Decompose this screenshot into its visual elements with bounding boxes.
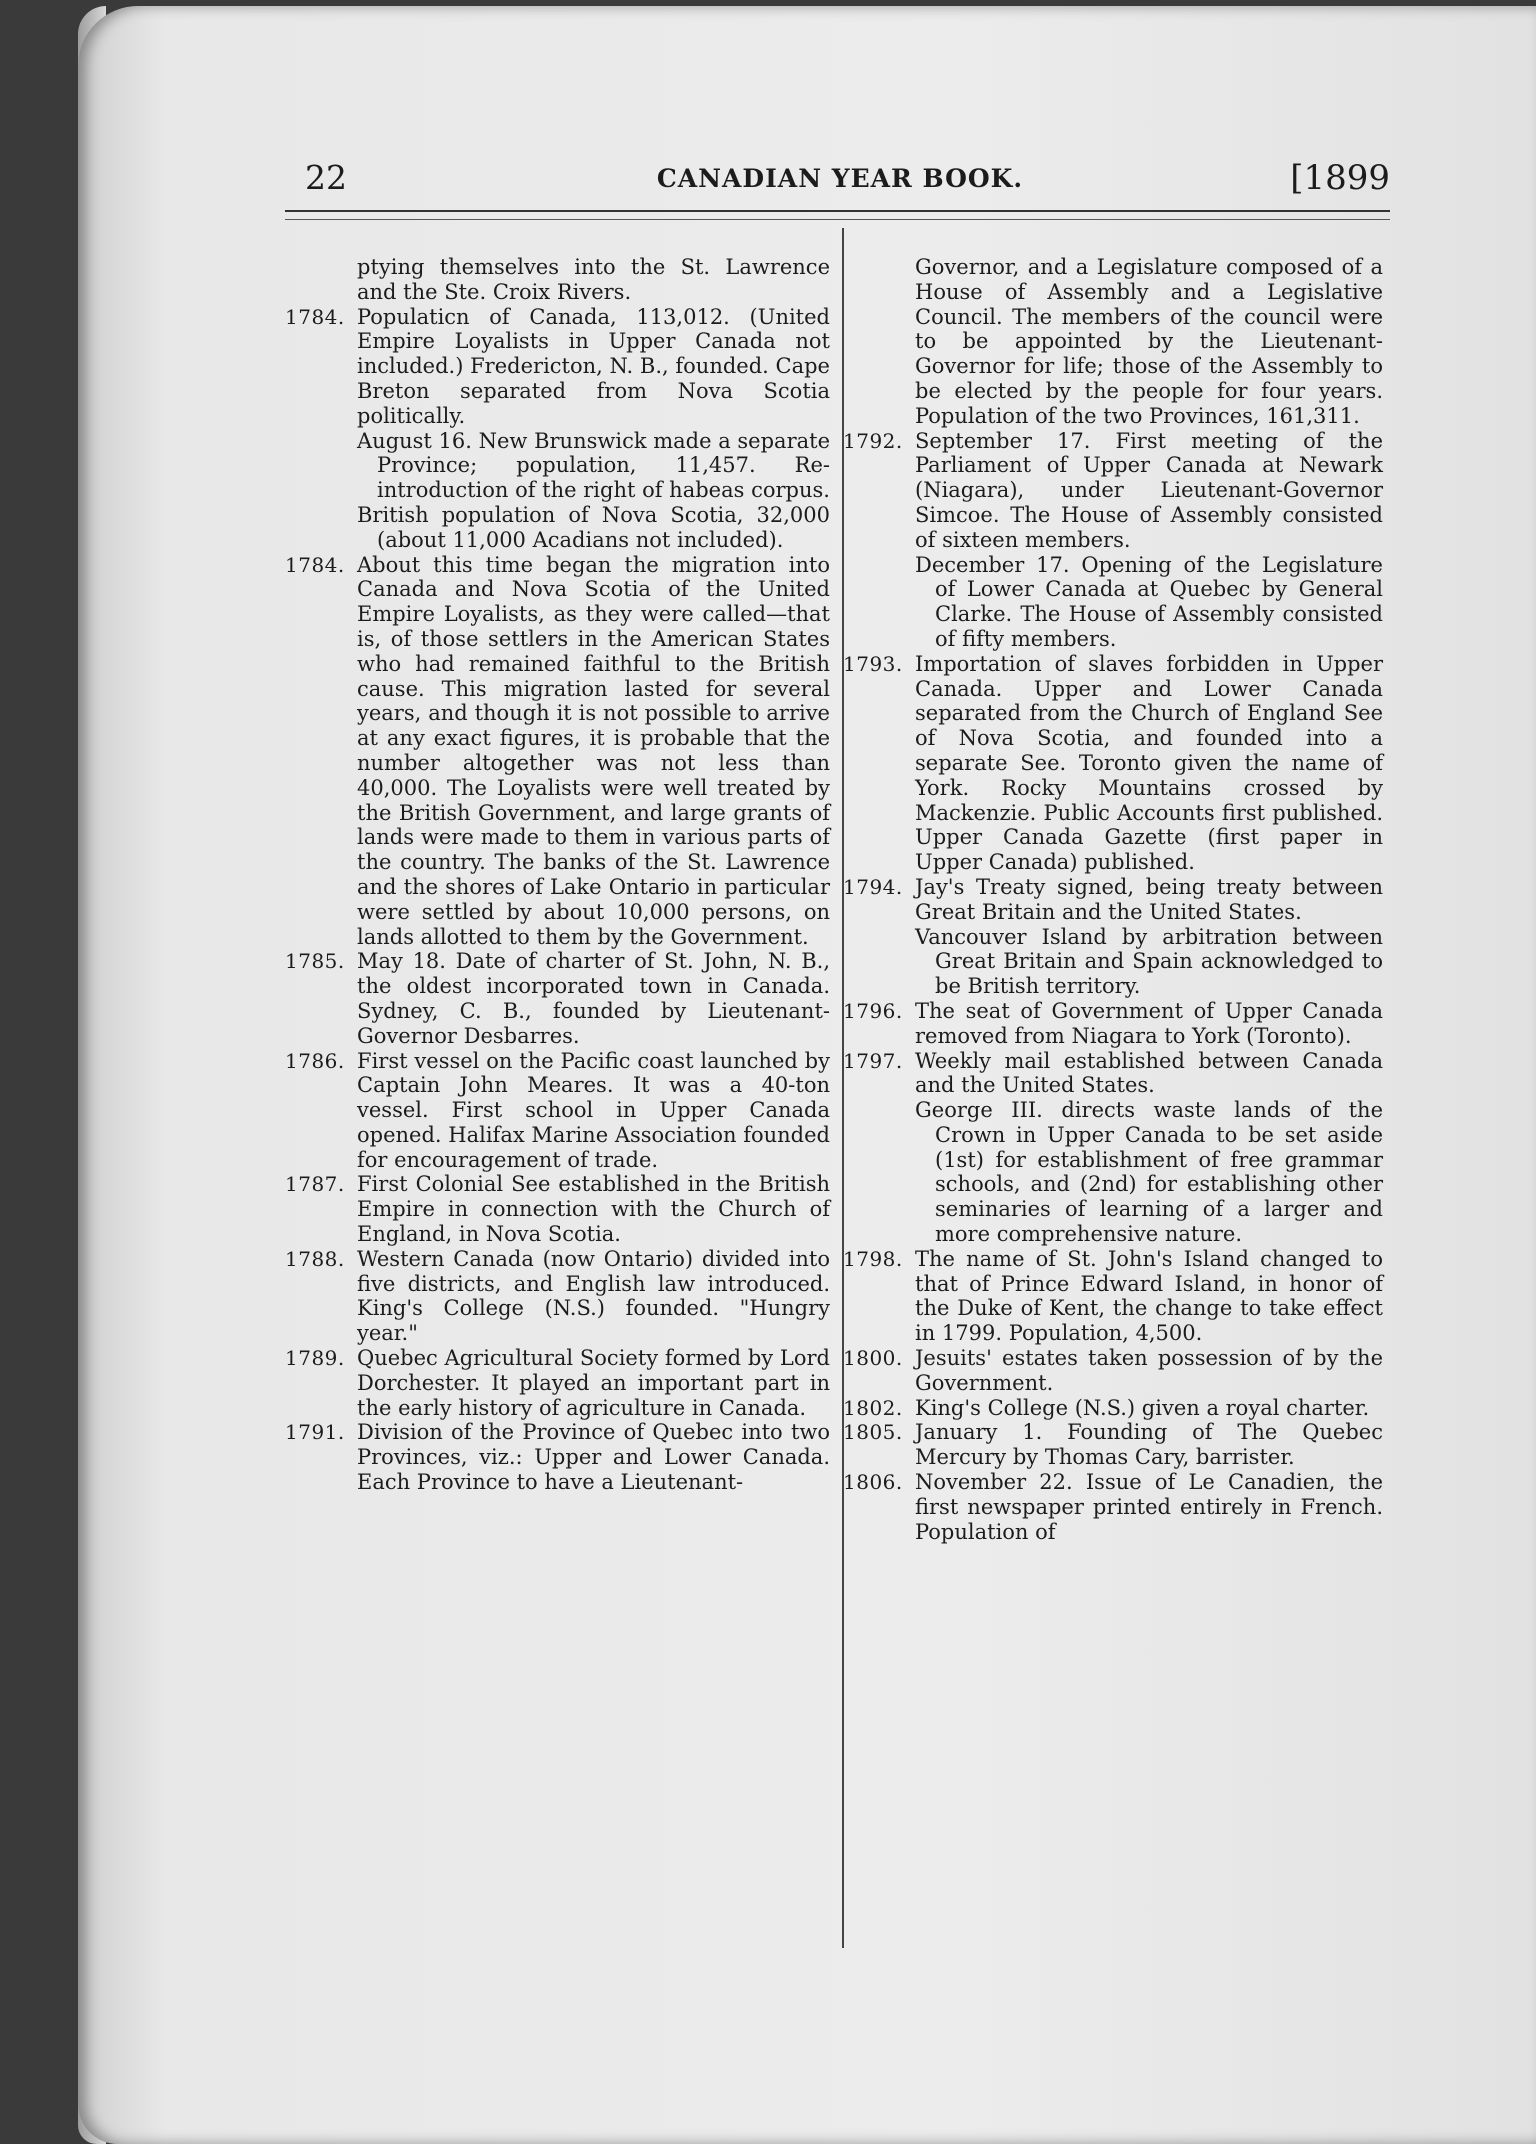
chronology-entry bbox=[843, 429, 1383, 652]
chronology-entry bbox=[285, 305, 830, 553]
entry-year: 1793. bbox=[843, 651, 903, 676]
left-column bbox=[285, 255, 830, 1495]
entry-text: May 18. Date of charter of St. John, N. B., the oldest incorporated town in Canada. Sydney, C. B., founded by Lieutenant-Governor Desbarres. bbox=[357, 949, 830, 1048]
entry-text: Weekly mail established between Canada and the United States. bbox=[915, 1048, 1383, 1098]
chronology-entry bbox=[285, 1420, 830, 1494]
entry-text: Jesuits' estates taken possession of by the Government. bbox=[915, 1346, 1383, 1395]
entry-year: 1791. bbox=[285, 1420, 345, 1445]
entry-text: August 16. New Brunswick made a separate Province; population, 11,457. Re-introduction of the right of habeas corpus. bbox=[357, 428, 830, 503]
entry-year: 1798. bbox=[843, 1246, 903, 1271]
entry-text: Division of the Province of Quebec into two Provinces, viz.: Upper and Lower Canada. Each Province to have a Lieutenant- bbox=[357, 1420, 830, 1495]
chronology-entry bbox=[843, 1470, 1383, 1544]
header-rule bbox=[285, 210, 1390, 220]
chronology-entry bbox=[285, 553, 830, 950]
entry-year: 1805. bbox=[843, 1420, 903, 1445]
entry-year: 1806. bbox=[843, 1470, 903, 1495]
chronology-entry bbox=[843, 1247, 1383, 1346]
entry-text: Western Canada (now Ontario) divided into five districts, and English law introduced. King's College (N.S.) founded. "Hungry year." bbox=[357, 1246, 830, 1346]
chronology-entry bbox=[843, 255, 1383, 429]
page-number: 22 bbox=[305, 158, 347, 197]
entry-text: ptying themselves into the St. Lawrence and the Ste. Croix Rivers. bbox=[357, 255, 830, 304]
entry-text: The name of St. John's Island changed to that of Prince Edward Island, in honor of the Duke of Kent, the change to take effect in 1799. Population, 4,500. bbox=[915, 1246, 1383, 1346]
entry-text: November 22. Issue of Le Canadien, the first newspaper printed entirely in French. Population of bbox=[915, 1470, 1383, 1544]
chronology-entry bbox=[285, 255, 830, 305]
entry-text: George III. directs waste lands of the Crown in Upper Canada to be set aside (1st) for establishment of free grammar schools, and (2nd) for establishing other seminaries of learning of a larger and more comprehensive nature. bbox=[915, 1098, 1383, 1247]
entry-year: 1787. bbox=[285, 1172, 345, 1197]
entry-year: 1788. bbox=[285, 1246, 345, 1271]
entry-year: 1797. bbox=[843, 1048, 903, 1073]
entry-text: British population of Nova Scotia, 32,000 (about 11,000 Acadians not included). bbox=[357, 502, 830, 552]
running-title: CANADIAN YEAR BOOK. bbox=[656, 164, 1024, 193]
entry-text: Jay's Treaty signed, being treaty between Great Britain and the United States. bbox=[915, 874, 1383, 924]
entry-year: 1794. bbox=[843, 874, 903, 899]
entry-text: King's College (N.S.) given a royal charter. bbox=[915, 1395, 1370, 1420]
chronology-entry bbox=[285, 1049, 830, 1173]
right-column bbox=[843, 255, 1383, 1544]
entry-text: First Colonial See established in the British Empire in connection with the Church of England, in Nova Scotia. bbox=[357, 1172, 830, 1247]
entry-text: Populaticn of Canada, 113,012. (United Empire Loyalists in Upper Canada not included.) Fredericton, N. B., founded. Cape Breton separated from Nova Scotia politically. bbox=[357, 304, 830, 428]
chronology-entry bbox=[843, 1420, 1383, 1470]
entry-year: 1800. bbox=[843, 1346, 903, 1371]
entry-year: 1789. bbox=[285, 1346, 345, 1371]
entry-text: About this time began the migration into Canada and Nova Scotia of the United Empire Loyalists, as they were called—that is, of those settlers in the American States who had remained faithful to the British cause. This migration lasted for several years, and though it is not possible to arrive at any exact figures, it is probable that the number altogether was not less than 40,000. The Loyalists were well treated by the British Government, and large grants of lands were made to them in various parts of the country. The banks of the St. Lawrence and the shores of Lake Ontario in particular were settled by about 10,000 persons, on lands allotted to them by the Government. bbox=[357, 552, 830, 949]
entry-year: 1784. bbox=[285, 304, 345, 329]
entry-year: 1802. bbox=[843, 1395, 903, 1420]
chronology-entry bbox=[285, 1247, 830, 1346]
chronology-entry bbox=[285, 1346, 830, 1420]
header-year: [1899 bbox=[1290, 158, 1390, 198]
chronology-entry bbox=[843, 1049, 1383, 1247]
entry-year: 1785. bbox=[285, 949, 345, 974]
entry-text: January 1. Founding of The Quebec Mercury by Thomas Cary, barrister. bbox=[915, 1420, 1383, 1470]
entry-year: 1786. bbox=[285, 1048, 345, 1073]
entry-year: 1792. bbox=[843, 428, 903, 453]
chronology-entry bbox=[843, 875, 1383, 999]
chronology-entry bbox=[843, 1396, 1383, 1421]
chronology-entry bbox=[843, 1346, 1383, 1396]
entry-text: December 17. Opening of the Legislature of Lower Canada at Quebec by General Clarke. The House of Assembly consisted of fifty members. bbox=[915, 552, 1383, 651]
chronology-entry bbox=[285, 1172, 830, 1246]
entry-text: Vancouver Island by arbitration between Great Britain and Spain acknowledged to be British territory. bbox=[915, 924, 1383, 999]
chronology-entry bbox=[843, 999, 1383, 1049]
entry-text: Quebec Agricultural Society formed by Lord Dorchester. It played an important part in the early history of agriculture in Canada. bbox=[357, 1346, 830, 1420]
entry-text: Governor, and a Legislature composed of a House of Assembly and a Legislative Council. The members of the council were to be appointed by the Lieutenant-Governor for life; those of the Assembly to be elected by the people for four years. Population of the two Provinces, 161,311. bbox=[915, 255, 1383, 428]
entry-year: 1784. bbox=[285, 552, 345, 577]
entry-text: Importation of slaves forbidden in Upper Canada. Upper and Lower Canada separated from the Church of England See of Nova Scotia, and founded into a separate See. Toronto given the name of York. Rocky Mountains crossed by Mackenzie. Public Accounts first published. Upper Canada Gazette (first paper in Upper Canada) published. bbox=[915, 651, 1383, 875]
chronology-entry bbox=[285, 949, 830, 1048]
entry-text: The seat of Government of Upper Canada removed from Niagara to York (Toronto). bbox=[915, 998, 1383, 1048]
entry-text: First vessel on the Pacific coast launched by Captain John Meares. It was a 40-ton vessel. First school in Upper Canada opened. Halifax Marine Association founded for encouragement of trade. bbox=[357, 1048, 830, 1172]
entry-text: September 17. First meeting of the Parliament of Upper Canada at Newark (Niagara), under Lieutenant-Governor Simcoe. The House of Assembly consisted of sixteen members. bbox=[915, 428, 1383, 552]
chronology-entry bbox=[843, 652, 1383, 875]
page-header bbox=[290, 150, 1390, 210]
entry-year: 1796. bbox=[843, 998, 903, 1023]
